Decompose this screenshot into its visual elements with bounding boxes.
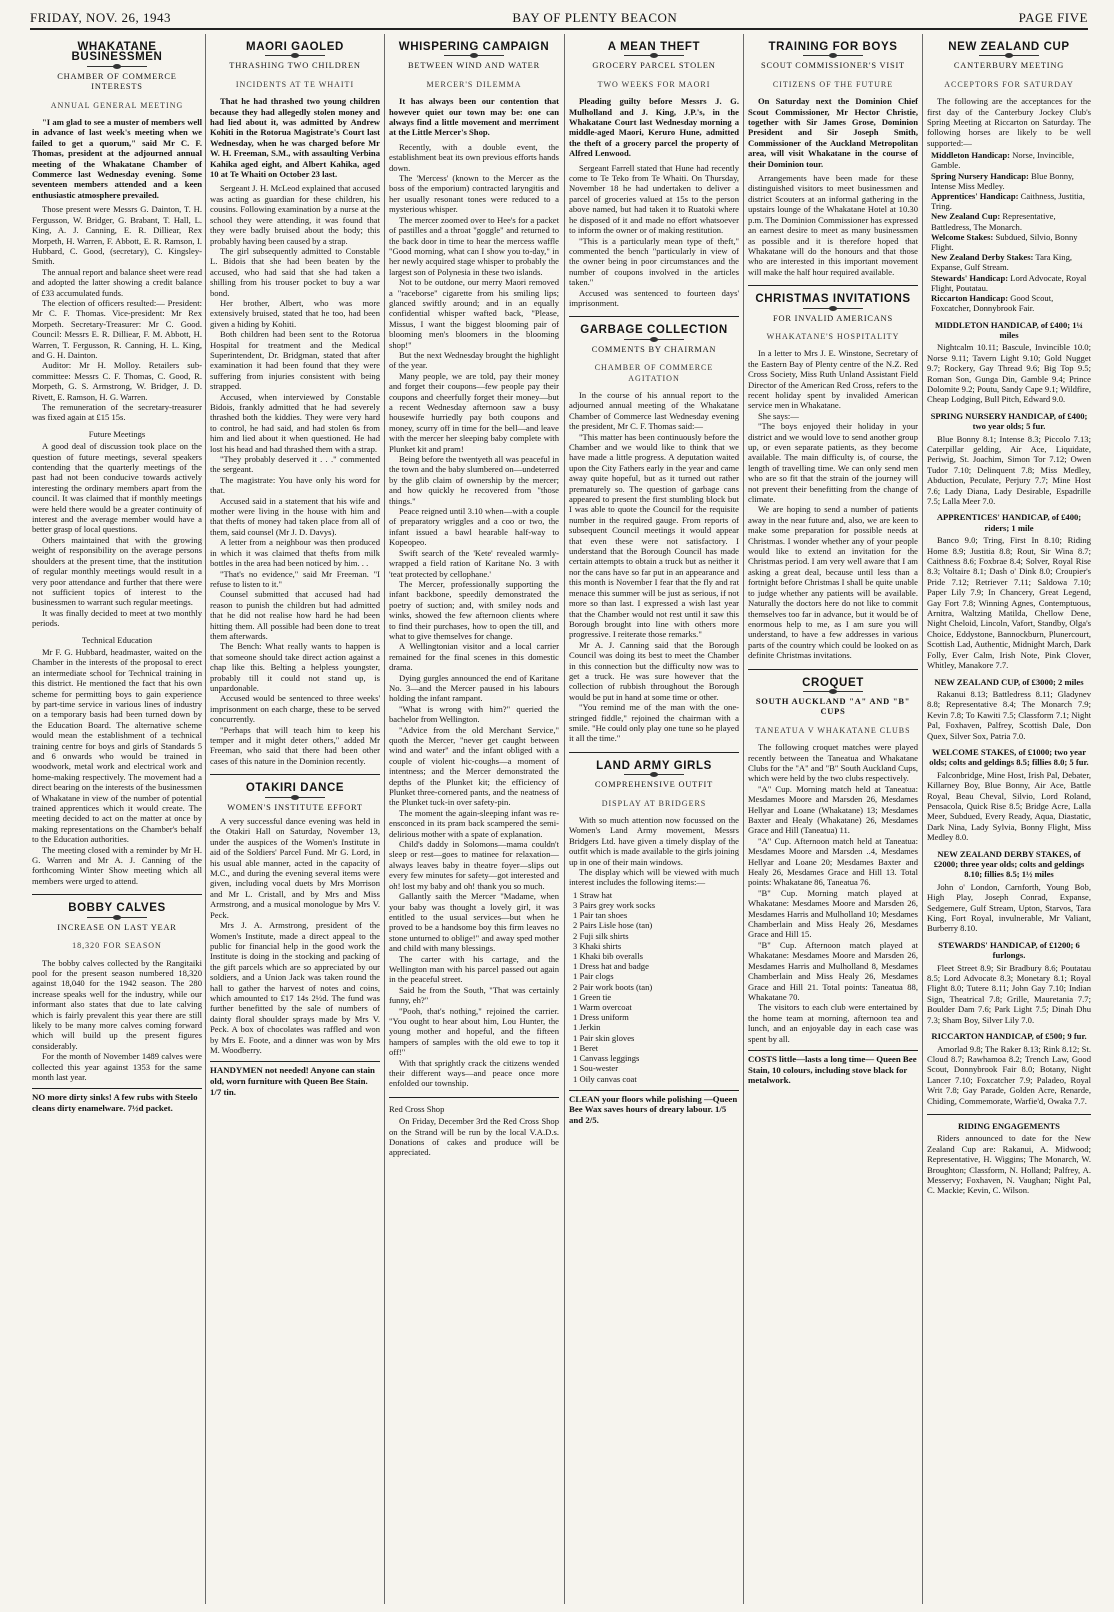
list-item: 1 Dress uniform bbox=[573, 1012, 629, 1023]
paragraph: Recently, with a double event, the establishment beat its own previous efforts hands down. bbox=[389, 141, 559, 173]
paragraph: The magistrate: You have only his word for that. bbox=[210, 474, 380, 496]
race-acceptors: Blue Bonny 8.1; Intense 8.3; Piccolo 7.13; Caterpillar gelding, Air Ace, Liquidate, Periwig, St. Joachim, Simon Tor 7.12; Owen Tudor 7.10; Delinquent 7.8; Miss Medley, Abduction, Peculate, Perjury 7.7; Mine Host 7.6; Lady Diana, Lady Desirable, Espadrille 7.5; Lalla Meer 7.0. bbox=[927, 433, 1091, 506]
subheading: Technical Education bbox=[81, 634, 153, 645]
lead-paragraph: Pleading guilty before Messrs J. G. Mulholland and J. King, J.P.'s, in the Whakatane Court last Wednesday morning a middle-aged Maori, Keruro Hune, admitted the theft of a grocery parcel the property of Alfred Lenwood. bbox=[569, 96, 739, 159]
paragraph: The remuneration of the secretary-treasurer was fixed again at £15 15s. bbox=[32, 402, 202, 423]
section-label: ACCEPTORS FOR SATURDAY bbox=[944, 79, 1074, 89]
list-item: 1 Jerkin bbox=[573, 1022, 601, 1033]
article-separator bbox=[748, 285, 918, 286]
list-item: 1 Pair clogs bbox=[573, 971, 614, 982]
list-item: 1 Pair tan shoes bbox=[573, 910, 628, 921]
headline: LAND ARMY GIRLS bbox=[596, 759, 712, 772]
section-label: CITIZENS OF THE FUTURE bbox=[772, 79, 894, 89]
masthead-page-number: PAGE FIVE bbox=[1018, 10, 1088, 25]
list-item: 1 Khaki bib overalls bbox=[573, 951, 643, 962]
advertisement-queen-bee-stain: HANDYMEN not needed! Anyone can stain old, worn furniture with Queen Bee Stain. 1/7 tin. bbox=[210, 1061, 380, 1097]
column-rule bbox=[205, 34, 206, 1604]
paragraph: A good deal of discussion took place on the question of future meetings, several speakers contending that the quarterly meetings of the past had not been conducive towards actively interesting the ordinary members apart from the council. It was claimed that if monthly meetings were held there would be a greater continuity of interest and the average member would have a better grasp of local questions. bbox=[32, 441, 202, 535]
paragraph: "B" Cup. Morning match played at Whakatane: Mesdames Moore and Marsden 26, Mesdames Harris and Mulholland 10; Mesdames Chamberlain and Miss Healy 26, Mesdames Grace and Hill 15. bbox=[748, 887, 918, 940]
list-item: 3 Pairs grey work socks bbox=[573, 900, 656, 911]
paragraph: "B" Cup. Afternoon match played at Whakatane: Mesdames Moore and Marsden 26, Mesdames Harris and Mulholland 8, Mesdames Chamberlain and Miss Healy 26, Mesdames Grace and Hill 21. Total points: Taneatua 88, Whakatane 70. bbox=[748, 939, 918, 1002]
masthead-date: FRIDAY, NOV. 26, 1943 bbox=[30, 10, 172, 25]
race-acceptors: Nightcalm 10.11; Bascule, Invincible 10.0; Norse 9.11; Tavern Light 9.10; Gold Nugget 9.7; Rockery, Gay Thread 9.6; Big Top 9.5; Roman Son, Gunga Din, Gamble 9.4; Prince Dolomite 9.2; Poutu, Sandy Cape 9.1; Wildfire, Cheap Lodging, Bull Pitch, Edward 9.0. bbox=[927, 342, 1091, 405]
tip-horses: Norse, Invincible, Gamble. bbox=[931, 150, 1074, 171]
tip-race: Welcome Stakes: bbox=[931, 231, 994, 242]
tip-item bbox=[931, 171, 1091, 191]
race-acceptors: Amorlad 9.8; The Raker 8.13; Rink 8.12; St. Cloud 8.7; Rawhamoa 8.2; Trench Law, Good Scout, Donnybrook Fair 8.0; Botany, Night Lancer 7.10; Foxcatcher 7.9; Paladeo, Royal Writ 7.8; Gay Parade, Golden Acre, Renarde, Chiding, Commemorate, Warfie'd, Owaka 7.7. bbox=[927, 1043, 1091, 1106]
headline: WHISPERING CAMPAIGN bbox=[398, 41, 550, 53]
list-item: 2 Pair work boots (tan) bbox=[573, 981, 653, 992]
column-1 bbox=[32, 34, 202, 1604]
paragraph: The moment the again-sleeping infant was re-ensconced in its pram back scampered the semi-delirious mother with a spate of explanation. bbox=[389, 807, 559, 839]
paragraph: Arrangements have been made for these distinguished visitors to meet businessmen and district Scouters at an informal gathering in the upstairs lounge of the Whakatane Hotel at 10.30 p.m. The Dominion Commissioner has expressed an earnest desire to meet as many businessmen as possible and it is therefore hoped that Whakatane will do the honours and that those who are interested in this important movement will make the half hour required available. bbox=[748, 173, 918, 277]
article-otakiri-dance bbox=[210, 783, 380, 1055]
paragraph: A letter from a neighbour was then produced in which it was claimed that thefts from milk bottles in the area had been noticed by him. . . bbox=[210, 537, 380, 569]
article-maori-gaoled bbox=[210, 42, 380, 766]
headline: NEW ZEALAND CUP bbox=[948, 41, 1070, 53]
article-separator bbox=[748, 669, 918, 670]
race-heading: MIDDLETON HANDICAP, of £400; 1¼ miles bbox=[934, 319, 1083, 340]
paragraph: Mr A. J. Canning said that the Borough Council was doing its best to meet the Chamber in this connection but the difficulty now was to get a truck. He was sure however that the collection of rubbish throughout the Borough would be put in hand at some time or other. bbox=[569, 639, 739, 702]
divider bbox=[979, 55, 1039, 56]
masthead bbox=[30, 6, 1088, 30]
section-label: TANEATUA V WHAKATANE CLUBS bbox=[755, 725, 911, 735]
tip-horses: Subdued, Silvio, Bonny Flight. bbox=[931, 231, 1078, 253]
paragraph: Accused, when interviewed by Constable Bidois, frankly admitted that he had severely thrashed both the kiddies. They were very hard to control, he had said, and had stolen 6s from him and lied about it when questioned. He had lost his head and had thrashed them with a strap. bbox=[210, 391, 380, 454]
lead-paragraph: It has always been our contention that however quiet our town may be: one can always find a little movement and merriment at the Little Mercer's Shop. bbox=[389, 96, 559, 138]
lead-paragraph: On Saturday next the Dominion Chief Scout Commissioner, Mr Hector Christie, together with Sir James Grose, Dominion President and Sir Joseph Smith, Commissioner of the Auckland Metropolitan area, will visit Whakatane in the course of their Dominion tour. bbox=[748, 96, 918, 169]
tip-item bbox=[931, 293, 1091, 313]
paragraph: A Wellingtonian visitor and a local carrier remained for the final scenes in this domestic drama. bbox=[389, 641, 559, 673]
tip-horses: Lord Advocate, Royal Flight, Poutatau. bbox=[931, 272, 1087, 293]
tip-horses: Representative, Battledress, The Monarch. bbox=[931, 211, 1056, 232]
list-item: 1 Canvass leggings bbox=[573, 1053, 640, 1064]
paragraph: "This is a particularly mean type of theft," commented the bench "particularly in view of the owner being in poor circumstances and the number of coupons involved in the articles taken." bbox=[569, 235, 739, 288]
tip-item bbox=[931, 191, 1091, 211]
section-label: WHAKATANE'S HOSPITALITY bbox=[766, 331, 900, 341]
paragraph: "That's no evidence," said Mr Freeman. "I refuse to listen to it." bbox=[210, 568, 380, 589]
paragraph: "They probably deserved it . . ." commented the sergeant. bbox=[210, 454, 380, 475]
subheadline: WOMEN'S INSTITUTE EFFORT bbox=[227, 802, 363, 812]
list-item: 1 Oily canvas coat bbox=[573, 1073, 637, 1084]
race-heading: NEW ZEALAND CUP, of £3000; 2 miles bbox=[934, 676, 1084, 687]
tip-item bbox=[931, 273, 1091, 293]
divider bbox=[624, 339, 684, 340]
divider bbox=[624, 55, 684, 56]
tip-race: Riccarton Handicap: bbox=[931, 293, 1009, 304]
subheadline: GROCERY PARCEL STOLEN bbox=[592, 61, 716, 71]
article-croquet bbox=[748, 678, 918, 1044]
article-riding-engagements bbox=[927, 1121, 1091, 1196]
paragraph: Accused was sentenced to fourteen days' imprisonment. bbox=[569, 287, 739, 308]
headline: OTAKIRI DANCE bbox=[245, 782, 345, 795]
paragraph: The election of officers resulted:— President: Mr C. F. Thomas. Vice-president: Mr Rex Morpeth. Secretary-Treasurer: Mr C. Good. Council: Messrs E. R. Dilliear, F. M. Abbott, H. Warren, T. Fergusson, R. Canning, H. L. King, and G. H. Dainton. bbox=[32, 297, 202, 360]
headline: TRAINING FOR BOYS bbox=[768, 41, 898, 53]
divider bbox=[87, 917, 147, 918]
subheadline: CANTERBURY MEETING bbox=[953, 61, 1065, 71]
outfit-list bbox=[573, 890, 739, 1084]
headline: WHAKATANE BUSINESSMEN bbox=[71, 41, 163, 64]
section-label: INCIDENTS AT TE WHAITI bbox=[235, 79, 355, 89]
race-acceptors: Falconbridge, Mine Host, Irish Pal, Debater, Killarney Boy, Blue Bonny, Air Ace, Battle Royal, Beau Cheval, Silvio, Lord Roland, Pensacola, Quick Rise 8.5; Bridge Acre, Lalla Meer, Subdued, Every Ready, Aqua, Diastatic, Dark Nina, Lady Sylvia, Bonny Flight, Miss Medley 8.0. bbox=[927, 769, 1091, 843]
paragraph: Sergeant Farrell stated that Hune had recently come to Te Teko from Te Whaiti. On Thursday, November 18 he had undertaken to deliver a parcel of groceries valued at 15s to the person above named, but had taken it to Ruatoki where he disposed of it and made no effort whatsoever to inform the owner or of making restitution. bbox=[569, 162, 739, 236]
article-separator bbox=[389, 1097, 559, 1098]
list-item: 2 Pairs Lisle hose (tan) bbox=[573, 920, 653, 931]
section-label: MERCER'S DILEMMA bbox=[426, 79, 522, 89]
tip-horses: Tara King, Expanse, Gulf Stream. bbox=[931, 252, 1073, 273]
tip-horses: Caithness, Justitia, Tring. bbox=[931, 191, 1085, 212]
article-separator bbox=[927, 1114, 1091, 1115]
race-heading: RICCARTON HANDICAP, of £500; 9 fur. bbox=[931, 1031, 1087, 1042]
list-item: 3 Khaki shirts bbox=[573, 940, 622, 951]
paragraph: Sergeant J. H. McLeod explained that accused was acting as guardian for these children, his cousins. Following examination by a nurse at the school they were attending, it was found that they were badly bruised about the body; this probably having been caused by a strap. bbox=[210, 183, 380, 246]
article-separator bbox=[569, 316, 739, 317]
paragraph: Said he from the South, "That was certainly funny, eh?" bbox=[389, 984, 559, 1006]
column-rule bbox=[384, 34, 385, 1604]
list-item: 1 Warm overcoat bbox=[573, 1002, 632, 1013]
divider bbox=[87, 66, 147, 67]
paragraph: Mrs J. A. Armstrong, president of the Women's Institute, made a direct appeal to the public for financial help in the good work the Institute is doing in the stocking and packing of the gift parcels which are so appreciated by our soldiers, and a Union Jack was taken round the hall to gather the harvest of notes and coins, which amounted to £17 14s 2½d. The fund was further benefitted by the sale of numbers of dainty floral shoulder sprays made by Mrs V. Peck. A box of chocolates was raffled and won by Mrs E. Foote, and a dinner was won by Mrs M. Woodberry. bbox=[210, 920, 380, 1055]
list-item: 1 Dress hat and badge bbox=[573, 961, 649, 972]
section-label: ANNUAL GENERAL MEETING bbox=[50, 100, 184, 110]
divider bbox=[265, 797, 325, 798]
paragraph: Riders announced to date for the New Zealand Cup are: Rakanui, A. Midwood; Representative, H. Wiggins; The Monarch, W. Broughton; Classform, N. Holland; Palfrey, A. Messervy; Foxhaven, N. Vaughan; Night Pal, C. Mackie; Kevin, C. Wilson. bbox=[927, 1133, 1091, 1196]
paragraph: Both children had been sent to the Rotorua Hospital for treatment and the Medical Superintendent, Dr. Bridgman, stated that after examination it had been found that they were suffering from injuries consistent with being strapped. bbox=[210, 329, 380, 392]
paragraph: Peace reigned until 3.10 when—with a couple of preparatory wriggles and a coo or two, the infant issued a bawl hearable half-way to Kopeopeo. bbox=[389, 506, 559, 548]
column-5 bbox=[748, 34, 918, 1604]
paragraph: "Pooh, that's nothing," rejoined the carrier. "You ought to hear about him, Lou Hunter, the young mother and hopeful, and the fifteen hampers of samples with the old ewe to top it off!" bbox=[389, 1005, 559, 1058]
headline: BOBBY CALVES bbox=[68, 902, 166, 915]
headline: GARBAGE COLLECTION bbox=[580, 324, 728, 337]
race-heading: APPRENTICES' HANDICAP, of £400; riders; 1 mile bbox=[936, 512, 1082, 533]
divider bbox=[803, 691, 863, 692]
divider bbox=[444, 55, 504, 56]
subheadline: SOUTH AUCKLAND "A" AND "B" CUPS bbox=[755, 696, 911, 717]
paragraph: The visitors to each club were entertained by the home team at morning, afternoon tea and lunch, and an enjoyable day in each case was spent by all. bbox=[748, 1002, 918, 1044]
subheadline: CHAMBER OF COMMERCE INTERESTS bbox=[57, 71, 177, 92]
race-heading: SPRING NURSERY HANDICAP, of £400; two year olds; 5 fur. bbox=[930, 410, 1088, 432]
section-label: TWO WEEKS FOR MAORI bbox=[597, 79, 711, 89]
section-label: 18,320 FOR SEASON bbox=[72, 941, 162, 951]
divider bbox=[624, 774, 684, 775]
race-acceptors: Banco 9.0; Tring, First In 8.10; Riding Home 8.9; Justitia 8.8; Rout, Sir Wina 8.7; Caithness 8.6; Foxbrae 8.4; Solver, Royal Rise 8.3; Voltaire 8.1; Dash o' Dink 8.0; Croupier's Pride 7.12; Retriever 7.11; Saldowa 7.10; Paper Lily 7.9; In Chancery, Great Legend, Gay Fort 7.8; Winning Agnes, Contemptuous, Arnitra, Waltzing Matilda, Chellow Dene, Night Cheloid, Lincoln, Vafort, Standby, Olga's Choice, Eddystone, Bannockburn, Plunercourt, Scottish Lad, Authentic, Midnight March, Dark Folly, Ever Calm, Irish Note, Pink Clover, Whitley, Manakore 7.7. bbox=[927, 535, 1091, 671]
tip-race: Stewards' Handicap: bbox=[931, 272, 1009, 283]
subheadline: COMPREHENSIVE OUTFIT bbox=[594, 780, 714, 790]
article-land-army-girls bbox=[569, 761, 739, 1084]
race-acceptors: Fleet Street 8.9; Sir Bradbury 8.6; Poutatau 8.5; Lord Advocate 8.3; Monetary 8.1; Royal Flight 8.0; Tutere 8.11; John Gay 7.10; Indian Sign, Theatrical 7.8; Grille, Mauretania 7.7; Boulder Dam 7.6; Park Light 7.5; Dinah Dhu 7.3; Sham Boy, Silver Lily 7.0. bbox=[927, 962, 1091, 1025]
paragraph: "A" Cup. Afternoon match held at Taneatua: Mesdames Moore and Marsden ..4, Mesdames Hellyar and Loane 20; Mesdames Baxter and Healy 26, Mesdames Grace and Hill 13. Total points: Whakatane 86, Taneatua 76. bbox=[748, 835, 918, 888]
masthead-paper-name: BAY OF PLENTY BEACON bbox=[512, 10, 678, 25]
paragraph: A very successful dance evening was held in the Otakiri Hall on Saturday, November 13, under the auspices of the Women's Institute in aid of the Soldiers' Parcel Fund. Mr G. Lord, in his usual able manner, acted in the capacity of M.C., and during the evening several items were given, including vocal duets by Mrs Morrison and Mr L. Cristall, and by Mrs and Miss Armstrong, and a musical monologue by Mrs V. Peck. bbox=[210, 816, 380, 920]
column-3 bbox=[389, 34, 559, 1604]
paragraph: The annual report and balance sheet were read and adopted the latter showing a credit balance of £33 accumulated funds. bbox=[32, 266, 202, 298]
paragraph: Gallantly saith the Mercer "Madame, when your baby was thought a lovely girl, it was entitled to the usual services—but when he proved to be a handsome boy this firm leaves no stone unturned to oblige!" and away sped mother and child with many blessings. bbox=[389, 891, 559, 954]
tip-horses: Blue Bonny, Intense Miss Medley. bbox=[931, 170, 1074, 191]
article-separator bbox=[210, 774, 380, 775]
paragraph: Not to be outdone, our merry Maori removed a "raceborse" cigarette from his smiling lips; glanced swiftly around; and in an equally confidential whisper wafted back, "Please, Missus, I want the biggest blooming pair of blooming men's bloomers in the blooming shop!" bbox=[389, 277, 559, 350]
paragraph: Auditor: Mr H. Molloy. Retailers sub-committee: Messrs C. F. Thomas, C. Good, R. Morpeth, G. S. Armstrong, W. Bridger, J. D. Rivett, E. Ramson, H. G. Warren. bbox=[32, 360, 202, 402]
article-red-cross-shop bbox=[389, 1104, 559, 1158]
subheading: Red Cross Shop bbox=[389, 1103, 445, 1114]
paragraph: Counsel submitted that accused had had reason to punish the children but had admitted that he did not realise how hard he had been hitting them. All possible had been done to treat them afterwards. bbox=[210, 589, 380, 641]
race-heading: STEWARDS' HANDICAP, of £1200; 6 furlongs. bbox=[938, 939, 1080, 961]
tip-item bbox=[931, 232, 1091, 252]
paragraph: In a letter to Mrs J. E. Winstone, Secretary of the Eastern Bay of Plenty centre of the N.Z. Red Cross Society, Miss Ruth Unland Assistant Field Director of the American Red Cross, refers to the recent holiday spent by invalided American service men in Whakatane. bbox=[748, 348, 918, 411]
paragraph: Many people, we are told, pay their money and forget their coupons—few people pay their coupons and cheerfully forget their money—but a recent Wednesday afternoon saw a busy housewife hurriedly pay both coupons and money, scurry off in time for the bell—and leave with the mercer her sleeping baby complete with Plunket kit and pram! bbox=[389, 370, 559, 454]
subheadline: COMMENTS BY CHAIRMAN bbox=[591, 344, 717, 354]
tip-item bbox=[931, 211, 1091, 231]
tip-item bbox=[931, 252, 1091, 272]
paragraph: On Friday, December 3rd the Red Cross Shop on the Strand will be run by the local V.A.D.s. Donations of cakes and produce will be appreciated. bbox=[389, 1116, 559, 1158]
list-item: 2 Fuji silk shirts bbox=[573, 930, 629, 941]
race-heading: WELCOME STAKES, of £1000; two year olds; colts and geldings 8.5; fillies 8.0; 5 fur. bbox=[929, 746, 1089, 768]
article-training-for-boys bbox=[748, 42, 918, 277]
paragraph: Her brother, Albert, who was more extensively bruised, stated that he too, had been given a hiding by Kohiti. bbox=[210, 297, 380, 329]
advertisement-queen-bee-stain-colours: COSTS little—lasts a long time— Queen Bee Stain, 10 colours, including stove black for metalwork. bbox=[748, 1050, 918, 1086]
tip-horses: Good Scout, Foxcatcher, Donnybrook Fair. bbox=[931, 293, 1054, 314]
paragraph: The following are the acceptances for the first day of the Canterbury Jockey Club's Spring Meeting at Riccarton on Saturday. The following horses are likely to be well supported:— bbox=[927, 96, 1091, 148]
headline: MAORI GAOLED bbox=[246, 41, 344, 53]
list-item: 1 Pair skin gloves bbox=[573, 1032, 635, 1043]
article-new-zealand-cup bbox=[927, 42, 1091, 1106]
paragraph: "Advice from the old Merchant Service," quoth the Mercer, "never get caught between wind and water" and the infant obliged with a couple of violent hic-coughs—a moment of intentness; and the Mercer demonstrated the depths of the Plunket kit; the efficiency of Plunket three-cornered pants, and the neatness of the Plunket tuck-in over safety-pin. bbox=[389, 724, 559, 808]
headline: CHRISTMAS INVITATIONS bbox=[755, 293, 911, 306]
subheadline: BETWEEN WIND AND WATER bbox=[408, 61, 540, 71]
paragraph: The Mercer, professionally supporting the infant backbone, speedily demonstrated the poetry of suction; and, with smiley nods and winks, showed the few afternoon clients where to find their purchases, how to open the till, and what to give themselves for change. bbox=[389, 578, 559, 641]
paragraph: Dying gurgles announced the end of Karitane No. 3—and the Mercer paused in his labours holding the infant rampant. bbox=[389, 672, 559, 704]
article-christmas-invitations bbox=[748, 294, 918, 660]
paragraph: The display which will be viewed with much interest includes the following items:— bbox=[569, 867, 739, 888]
paragraph: Accused would be sentenced to three weeks' imprisonment on each charge, these to be served concurrently. bbox=[210, 693, 380, 725]
paragraph: The carter with his cartage, and the Wellington man with his parcel passed out again in the peaceful street. bbox=[389, 953, 559, 985]
paragraph: "You remind me of the man with the one-stringed fiddle," rejoined the chairman with a smile. "He could only play one tune so he played it all the time." bbox=[569, 702, 739, 744]
subheading: Future Meetings bbox=[88, 428, 146, 439]
tip-race: New Zealand Derby Stakes: bbox=[931, 252, 1034, 263]
race-acceptors: Rakanui 8.13; Battledress 8.11; Gladynev 8.8; Representative 8.4; The Monarch 7.9; Kevin 7.8; To Kawiti 7.5; Classform 7.1; Night Pal, Foxhaven, Palfrey, Scottish Dale, Don Quex, Silver Sox, Patria 7.0. bbox=[927, 688, 1091, 741]
paragraph: For the month of November 1489 calves were collected this year against 1353 for the same month last year. bbox=[32, 1051, 202, 1082]
paragraph: She says:— bbox=[758, 410, 799, 421]
advertisement-steelo: NO more dirty sinks! A few rubs with Steelo cleans dirty enamelware. 7½d packet. bbox=[32, 1088, 202, 1113]
headline: A MEAN THEFT bbox=[607, 41, 701, 53]
advertisement-queen-bee-wax: CLEAN your floors while polishing —Queen Bee Wax saves hours of dreary labour. 1/5 and 2/5. bbox=[569, 1090, 739, 1126]
paragraph: The meeting closed with a reminder by Mr H. G. Warren and Mr A. J. Canning of the forthcoming Winter Show meeting which all members were urged to attend. bbox=[32, 844, 202, 886]
paragraph: The girl subsequently admitted to Constable L. Bidois that she had been beaten by the accused, who had said that she had taken a shilling from his trouser pocket to buy a war bond. bbox=[210, 245, 380, 298]
paragraph: We are hoping to send a number of patients away in the near future and, also, we are keen to make some preparation for possible needs at Christmas. I wonder whether any of your people would like to extend an invitation for the Christmas period. I am very well aware that I am asking a great deal, because until less than a fortnight before Christmas I shall be quite unable to judge whether any patients will be available. Naturally the doctors here do not like to commit themselves too far in advance, but it would be of enormous help to me, as I am sure you will understand, to have a few addresses in various parts of the country which could be looked on as definite Christmas invitations. bbox=[748, 504, 918, 661]
tip-race: Middleton Handicap: bbox=[931, 150, 1011, 161]
subheading: RIDING ENGAGEMENTS bbox=[958, 1120, 1060, 1131]
column-rule bbox=[743, 34, 744, 1604]
article-separator bbox=[569, 752, 739, 753]
section-label: DISPLAY AT BRIDGERS bbox=[601, 798, 707, 808]
column-6 bbox=[927, 34, 1091, 1604]
subheadline: FOR INVALID AMERICANS bbox=[773, 313, 893, 323]
article-whakatane-businessmen bbox=[32, 42, 202, 886]
tip-race: New Zealand Cup: bbox=[931, 211, 1001, 222]
column-2 bbox=[210, 34, 380, 1604]
paragraph: The following croquet matches were played recently between the Taneatua and Whakatane Clubs for the "A" and "B" South Auckland Cups, which were held by the two clubs respectively. bbox=[748, 742, 918, 784]
tips-list bbox=[931, 150, 1091, 313]
list-item: 1 Sou-wester bbox=[573, 1063, 619, 1074]
paragraph: Child's daddy in Solomons—mama couldn't sleep or rest—goes to matinee for relaxation—always leaves baby in theatre foyer—slips out every few minutes for safety—got interested and oh! lost my baby and oh! thank you so much. bbox=[389, 839, 559, 891]
column-rule bbox=[922, 34, 923, 1604]
paragraph: The mercer zoomed over to Hee's for a packet of pastilles and a throat "goggle" and returned to the back door in time to hear the mercess waffle "Good morning, what can I show you to-day," in her newly acquired stage whisper to probably the largest son of Polynesia in these two islands. bbox=[389, 214, 559, 277]
article-whispering-campaign bbox=[389, 42, 559, 1089]
paragraph: "What is wrong with him?" queried the bachelor from Wellington. bbox=[389, 703, 559, 725]
paragraph: With so much attention now focussed on the Women's Land Army movement, Messrs Bridgers Ltd. have given a timely display of the outfit which is made available to the girls joining up in one of their main windows. bbox=[569, 815, 739, 867]
headline: CROQUET bbox=[802, 676, 864, 689]
race-acceptors: John o' London, Carnforth, Young Bob, High Play, Joseph Conrad, Expanse, Sedgemere, Gulf Stream, Upton, Starvos, Tara King, Fort Royal, invulnerable, Mr Valiant, Burberry 8.10. bbox=[927, 881, 1091, 934]
subheadline: INCREASE ON LAST YEAR bbox=[57, 922, 177, 932]
article-bobby-calves bbox=[32, 903, 202, 1082]
paragraph: Those present were Messrs G. Dainton, T. H. Fergusson, W. Bridger, G. Brabant, T. Hall, L. King, A. J. Canning, E. R. Dilliear, Rex Morpeth, H. Warren, F. Abbott, E. R. Ramson, I. Hubbard, C. Good, (secretary), C. Kingsley-Smith. bbox=[32, 204, 202, 267]
tip-item bbox=[931, 150, 1091, 170]
paragraph: Swift search of the 'Kete' revealed warmly-wrapped a field ration of Karitane No. 3 with 'teat protected by cellophane.' bbox=[389, 547, 559, 579]
paragraph: The 'Mercess' (known to the Mercer as the boss of the emporium) contracted laryngitis and her usually resonant tones were reduced to a mysterious whisper. bbox=[389, 173, 559, 215]
article-garbage-collection bbox=[569, 325, 739, 743]
list-item: 1 Straw hat bbox=[573, 889, 613, 900]
paragraph: In the course of his annual report to the adjourned annual meeting of the Whakatane Chamber of Commerce last Wednesday evening the president, Mr C. F. Thomas said:— bbox=[569, 389, 739, 432]
paragraph: "The boys enjoyed their holiday in your district and we would love to send another group up, or even separate patients, as they become available. The main difficulty is, of course, the length of travelling time. We can only send men who are so fit that the strain of the journey will not prevent their benefitting from the change of climate. bbox=[748, 421, 918, 505]
paragraph: With that sprightly crack the citizens wended their different ways—and peace once more enfolded our township. bbox=[389, 1057, 559, 1089]
paragraph: Mr F. G. Hubbard, headmaster, waited on the Chamber in the interests of the proposal to erect an intermediate school for Technical training in this district. He mentioned the fact that his own scheme for permitting boys to gain experience by part-time service in various lines of industry on a temporary basis had been turned down by the Education Board. The alternative scheme would mean the establishment of a technical training centre for boys and girls of Standards 5 and 6 onwards who would be trained in woodwork, metal work and electrical work and home-making respectively. The movement had a direct bearing on the interests of the businessmen of Whakatane in view of the number of potential trained apprentices which it would create. The meeting decided to act on the matter at once by making representations on the Chamber's behalf to the Education authorities. bbox=[32, 646, 202, 845]
lead-paragraph: That he had thrashed two young children because they had allegedly stolen money and had lied about it, was admitted by Andrew Kohiti in the Rotorua Magistrate's Court last Wednesday, when he was charged before Mr W. H. Freeman, S.M., with assaulting Verbina Kahika aged eight, and Albert Kahika, aged 10 at Te Whaiti on October 23 last. bbox=[210, 96, 380, 180]
paragraph: It was finally decided to meet at two monthly periods. bbox=[32, 607, 202, 629]
lead-paragraph: "I am glad to see a muster of members well in advance of last week's meeting when we failed to get a quorum," said Mr C. F. Thomas, president at the adjourned annual meeting of the Whakatane Chamber of Commerce last Wednesday evening. Some seventeen members attended and a keen enthusiastic atmosphere prevailed. bbox=[32, 117, 202, 200]
paragraph: But the next Wednesday brought the highlight of the year. bbox=[389, 349, 559, 371]
divider bbox=[265, 55, 325, 56]
paragraph: Others maintained that with the growing weight of responsibility on the average persons shoulders at the present time, that the institution of regular monthly meetings would result in a very poor attendance and further that there were not sufficient topics of interest to the businessmen to warrant such regular meetings. bbox=[32, 534, 202, 608]
list-item: 1 Green tie bbox=[573, 991, 612, 1002]
divider bbox=[803, 308, 863, 309]
paragraph: The Bench: What really wants to happen is that someone should take direct action against a chap like this. Belting a helpless youngster, probably till it could not stand up, is unpardonable. bbox=[210, 641, 380, 693]
paragraph: The bobby calves collected by the Rangitaiki pool for the present season numbered 18,320 against 18,040 for the 1942 season. The 280 increase speaks well for the industry, while our informant also states that due to late calving which is fairly prevalent this year there are still likely to be many more calves coming forward which will build up the present figures considerably. bbox=[32, 957, 202, 1051]
tip-race: Apprentices' Handicap: bbox=[931, 191, 1019, 202]
article-separator bbox=[32, 894, 202, 895]
subheadline: SCOUT COMMISSIONER'S VISIT bbox=[761, 61, 905, 71]
article-a-mean-theft bbox=[569, 42, 739, 308]
column-4 bbox=[569, 34, 739, 1604]
paragraph: "A" Cup. Morning match held at Taneatua: Mesdames Moore and Marsden 26, Mesdames Hellyar and Loane (Whakatane) 13; Mesdames Baxter and Healy (Whakatane) 26, Mesdames Grace and Hill (Taneatua) 11. bbox=[748, 783, 918, 836]
section-label: CHAMBER OF COMMERCE AGITATION bbox=[594, 363, 714, 383]
subheadline: THRASHING TWO CHILDREN bbox=[229, 61, 361, 71]
race-heading: NEW ZEALAND DERBY STAKES, of £2000; three year olds; colts and geldings 8.10; fillies 8.5; 1½ miles bbox=[933, 848, 1085, 880]
tip-race: Spring Nursery Handicap: bbox=[931, 170, 1029, 181]
paragraph: "This matter has been continuously before the Chamber and we would like to think that we have made a little progress. A deputation waited upon the City Fathers early in the year and came away quite hopeful, but as it turned out rather prematurely so. The question of garbage cans appeared to present the first stumbling block but I was able to quote the Council for the requisite number in the required gauge. From reports of subsequent Council meetings it would appear that even these were not satisfactory. I understand that the Borough Council has made certain attempts to obtain a truck but as neither it nor the cans have so far put in an appearance and this month is November I fear that the fly and rat menace this summer will be just as serious, if not more so than last. I expressed a wish last year that the Chamber would not rest until it saw this Borough brought into line with others more progressive. I reiterate those remarks." bbox=[569, 431, 739, 640]
paragraph: Being before the twentyeth all was peaceful in the town and the baby slumbered on—undeterred by the glib claim of ownership by the mercer; and how quickly he recovered from "those things." bbox=[389, 454, 559, 506]
paragraph: "Perhaps that will teach him to keep his temper and it might deter others," added Mr Freeman, who said that there had been other cases of this nature in the Dominion recently. bbox=[210, 724, 380, 766]
column-rule bbox=[564, 34, 565, 1604]
list-item: 1 Beret bbox=[573, 1042, 599, 1053]
paragraph: Accused said in a statement that his wife and mother were living in the house with him and that thefts of money had taken place from all of them, said counsel (Mr J. D. Davys). bbox=[210, 495, 380, 537]
divider bbox=[803, 55, 863, 56]
